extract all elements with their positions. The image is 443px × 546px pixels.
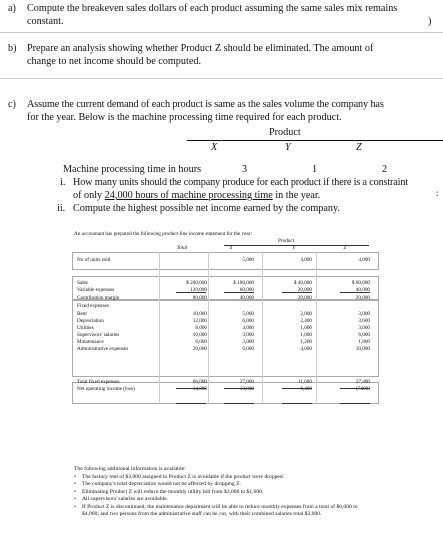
statement-row-label: Supervisors' salaries (77, 332, 120, 338)
statement-cell: (7400) (356, 386, 370, 392)
statement-cell: 20,000 (297, 287, 312, 293)
statement-cell: 3,000 (358, 311, 370, 317)
statement-row-label: Net operating income (loss) (77, 386, 135, 392)
statement-cell: 5,000 (242, 311, 254, 317)
statement-cell: 80,000 (192, 295, 207, 301)
statement-cell: 6,000 (242, 346, 254, 352)
statement-cell: 10,000 (192, 311, 207, 317)
machine-z: 2 (382, 164, 388, 175)
statement-cell: $ 200,000 (186, 280, 207, 286)
col-x: X (211, 142, 218, 153)
machine-x: 3 (242, 164, 248, 175)
statement-cell: 27,400 (355, 379, 370, 385)
statement-cell: 60,000 (239, 287, 254, 293)
scroll-marker: : (436, 188, 439, 198)
statement-cell: $ 60,000 (351, 280, 370, 286)
part-c-line1: Assume the current demand of each product is same as the sales volume the company has (27, 99, 384, 110)
sub-ii-line1: Compute the highest possible net income earned by the company. (73, 203, 340, 214)
statement-cell: 40,000 (239, 295, 254, 301)
list-item: • All supervisors' salaries are avoidable. (74, 496, 168, 503)
part-b-line1: Prepare an analysis showing whether Product Z should be eliminated. The amount of (27, 43, 374, 54)
sub-i-line2: of only 24,000 hours of machine processing time in the year. (73, 190, 321, 201)
sub-i-line1: How many units should the company produce for each product if there is a constraint (73, 177, 408, 188)
statement-cell: 20,000 (355, 295, 370, 301)
statement-intro: An accountant has prepared the following product-line income statement for the year: (74, 231, 252, 237)
statement-cell: 4,000 (358, 257, 370, 263)
hdr-z: Z (343, 245, 347, 251)
statement-cell: 6,000 (242, 318, 254, 324)
part-c-line2: for the year. Below is the machine processing time required for each product. (27, 112, 342, 123)
divider (0, 78, 443, 79)
statement-cell: 4,000 (242, 325, 254, 331)
col-z: Z (356, 142, 362, 153)
sub-ii-label: ii. (57, 203, 66, 214)
statement-cell: 4,000 (300, 346, 312, 352)
part-a-line2: constant. (27, 16, 64, 27)
part-c-label: c) (8, 99, 16, 110)
statement-cell: 2,000 (300, 311, 312, 317)
list-item: • If Product Z is discontinued, the maintenance department will be able to reduce monthly expenses from a total of $6,000 to $4,000; and two persons from the administrative staff can be cut, with their combined salaries total $3,000. (74, 503, 358, 517)
part-b-label: b) (8, 43, 17, 54)
statement-cell: 27,000 (239, 379, 254, 385)
statement-cell: 120,000 (190, 287, 207, 293)
statement-row-label: Maintenance (77, 339, 104, 345)
statement-product-header: Product (278, 238, 295, 244)
statement-cell: 12,000 (192, 318, 207, 324)
statement-cell: 4,000 (300, 257, 312, 263)
machine-row-label: Machine processing time in hours (63, 164, 202, 175)
statement-row-label: Rent (77, 311, 87, 317)
part-a-line1: Compute the breakeven sales dollars of each product assuming the same sales mix remains (27, 3, 398, 14)
statement-row-label: Sales (77, 280, 88, 286)
statement-row-label: Fixed expenses (77, 303, 109, 309)
list-item: • The company's total depreciation would not be affected by dropping Z. (74, 481, 241, 488)
statement-cell: 3,000 (242, 339, 254, 345)
info-intro: The following additional information is available: (74, 466, 186, 472)
statement-cell: 6,000 (358, 332, 370, 338)
list-item: • The factory rent of $3,000 assigned to Product Z is avoidable if the product were dropped. (74, 474, 285, 480)
statement-row-label: Total fixed expenses (77, 379, 120, 385)
part-a-label: a) (8, 3, 16, 14)
statement-cell: 66,000 (192, 379, 207, 385)
statement-row-label: Utilities (77, 325, 94, 331)
machine-y: 1 (312, 164, 318, 175)
statement-cell: 3,000 (242, 332, 254, 338)
statement-cell: 8,400 (300, 386, 312, 392)
statement-row-label: Administrative expenses (77, 346, 129, 352)
divider (0, 32, 443, 33)
sub-i-label: i. (60, 177, 66, 188)
statement-row-label: Contribution margin (77, 295, 120, 301)
info-bullets (74, 474, 374, 518)
statement-cell: 20,000 (192, 346, 207, 352)
statement-cell: 20,000 (297, 295, 312, 301)
hdr-y: Y (292, 245, 296, 251)
statement-cell: 1,000 (300, 325, 312, 331)
statement-cell: 1,800 (358, 339, 370, 345)
statement-cell: 10,000 (192, 332, 207, 338)
part-b-line2: change to net income should be computed. (27, 56, 201, 67)
statement-cell: $ 40,000 (293, 280, 312, 286)
statement-cell: $ 100,000 (233, 280, 254, 286)
product-rule (187, 140, 443, 141)
col-y: Y (285, 142, 291, 153)
statement-cell: 3,600 (358, 318, 370, 324)
statement-cell: 2,400 (300, 318, 312, 324)
statement-row-label: Variable expenses (77, 287, 115, 293)
list-item: • Eliminating Product Z will reduce the monthly utility bill from $3,000 to $1,600. (74, 488, 264, 495)
statement-cell: 13,000 (239, 386, 254, 392)
statement-cell: 10,000 (355, 346, 370, 352)
statement-cell: 3,000 (358, 325, 370, 331)
statement-cell: 40,000 (355, 287, 370, 293)
part-a-paren: ) (428, 16, 432, 27)
statement-cell: 1,000 (300, 332, 312, 338)
statement-cell: 6,000 (195, 339, 207, 345)
hdr-total: Total (176, 245, 188, 251)
statement-row-label: Depreciation (77, 318, 104, 324)
hdr-x: X (229, 245, 233, 251)
statement-row-label: No of units sold (77, 257, 111, 263)
statement-cell: 11,600 (297, 379, 312, 385)
product-header: Product (269, 127, 301, 138)
statement-cell: 1,200 (300, 339, 312, 345)
statement-cell: 5,000 (242, 257, 254, 263)
statement-cell: 8,000 (195, 325, 207, 331)
statement-cell: 14,000 (192, 386, 207, 392)
